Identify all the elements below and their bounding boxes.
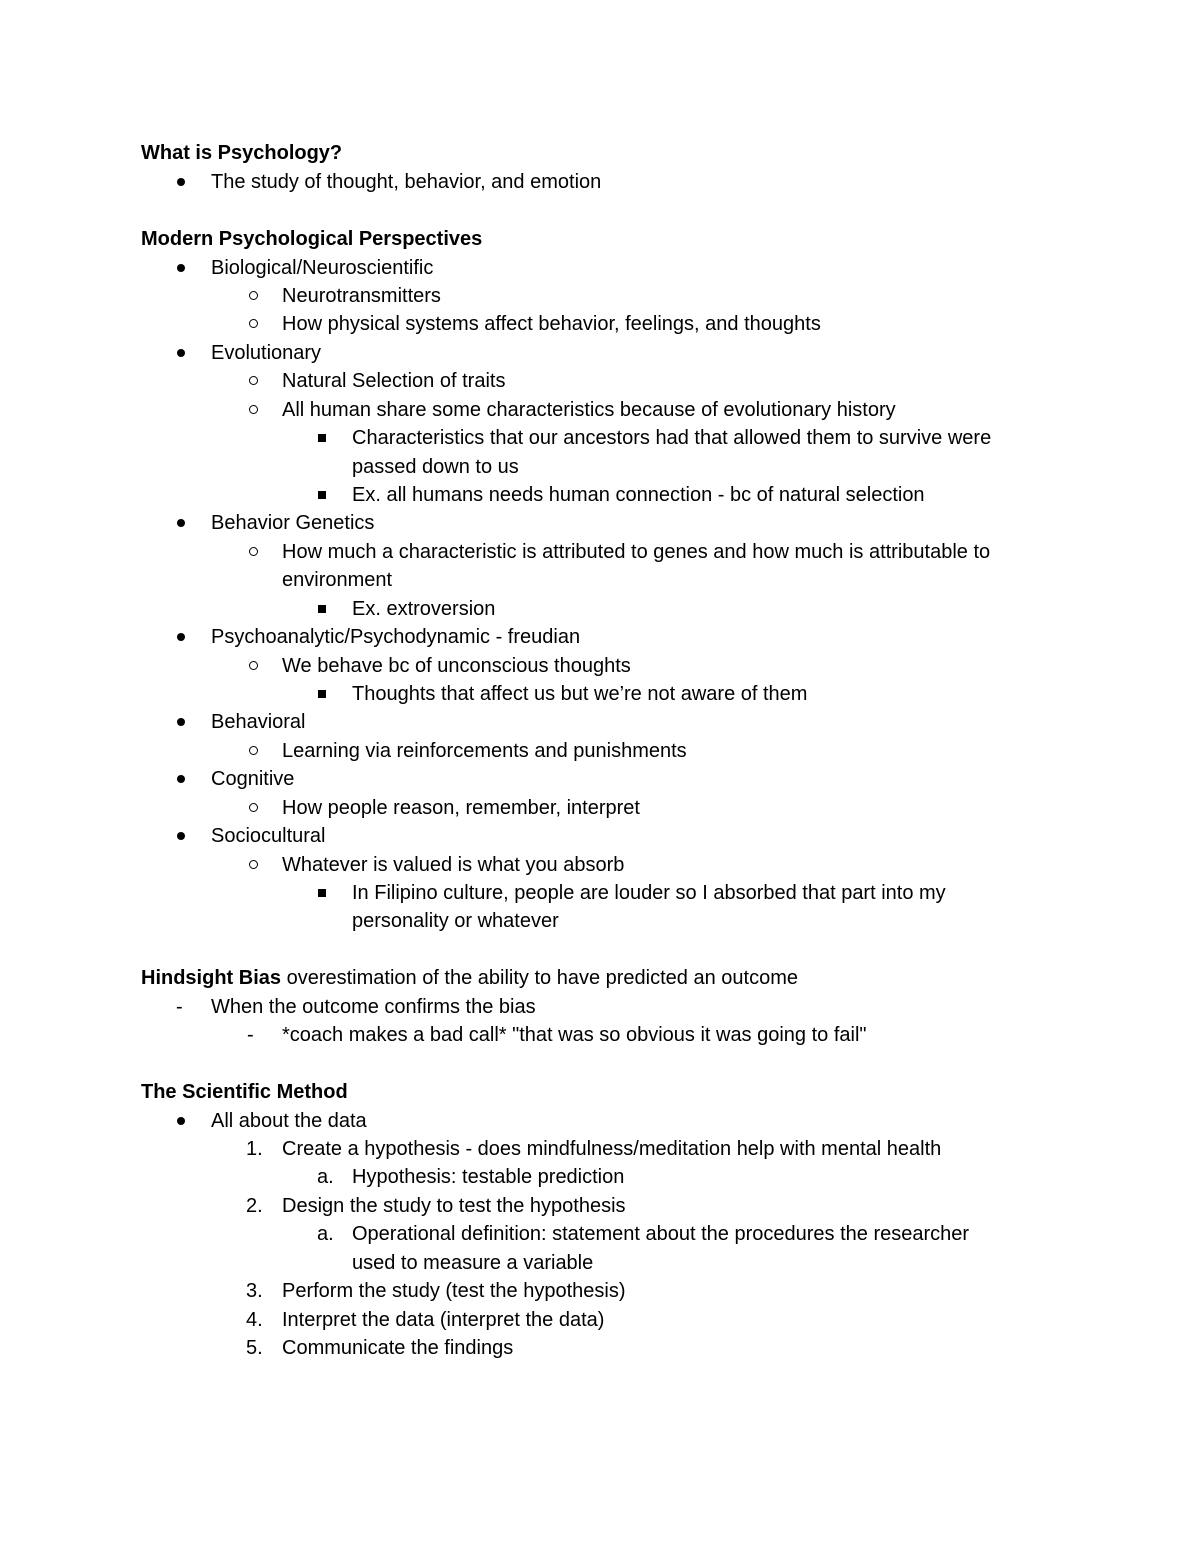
list-item-text: Natural Selection of traits bbox=[282, 370, 506, 392]
list-item-text: Behavioral bbox=[211, 711, 306, 733]
list-item bbox=[0, 595, 1200, 624]
bullet-circle-icon bbox=[249, 851, 258, 880]
list-item-continuation bbox=[0, 1249, 1200, 1278]
list-item-text: Ex. all humans needs human connection - bc of natural selection bbox=[352, 484, 925, 506]
list-item-text: Learning via reinforcements and punishments bbox=[282, 740, 687, 762]
list-item bbox=[0, 1021, 1200, 1050]
bullet-circle-icon bbox=[249, 282, 258, 311]
list-item bbox=[0, 652, 1200, 681]
list-item bbox=[0, 310, 1200, 339]
list-item-text: We behave bc of unconscious thoughts bbox=[282, 655, 631, 677]
bullet-square-icon bbox=[318, 595, 326, 624]
bullet-dot-icon bbox=[177, 168, 185, 197]
dash-marker: - bbox=[247, 1024, 254, 1046]
list-item-text: The study of thought, behavior, and emotion bbox=[211, 171, 602, 193]
list-item-text: Behavior Genetics bbox=[211, 512, 375, 534]
list-item-text: How physical systems affect behavior, feelings, and thoughts bbox=[282, 313, 821, 335]
bullet-square-icon bbox=[318, 481, 326, 510]
list-item-text: personality or whatever bbox=[352, 910, 559, 932]
bullet-dot-icon bbox=[177, 765, 185, 794]
list-item bbox=[0, 396, 1200, 425]
heading-scientific-method bbox=[0, 1078, 1200, 1107]
hindsight-bias-definition bbox=[0, 964, 1200, 993]
list-item-continuation bbox=[0, 453, 1200, 482]
list-item bbox=[0, 737, 1200, 766]
list-number: 1. bbox=[246, 1138, 263, 1160]
list-item-text: Whatever is valued is what you absorb bbox=[282, 854, 625, 876]
bullet-square-icon bbox=[318, 424, 326, 453]
list-item-text: All about the data bbox=[211, 1110, 367, 1132]
list-item-text: *coach makes a bad call* "that was so obvious it was going to fail" bbox=[282, 1024, 867, 1046]
list-item bbox=[0, 424, 1200, 453]
list-item-text: environment bbox=[282, 569, 393, 591]
heading-text: The Scientific Method bbox=[141, 1081, 348, 1103]
list-item bbox=[0, 509, 1200, 538]
bullet-circle-icon bbox=[249, 737, 258, 766]
list-item-text: When the outcome confirms the bias bbox=[211, 996, 536, 1018]
bullet-circle-icon bbox=[249, 652, 258, 681]
bullet-circle-icon bbox=[249, 310, 258, 339]
list-item bbox=[0, 1220, 1200, 1249]
list-item bbox=[0, 822, 1200, 851]
list-item bbox=[0, 339, 1200, 368]
heading-text: Modern Psychological Perspectives bbox=[141, 228, 483, 250]
list-item bbox=[0, 168, 1200, 197]
list-item-text: Neurotransmitters bbox=[282, 285, 441, 307]
list-item bbox=[0, 1135, 1200, 1164]
bullet-dot-icon bbox=[177, 623, 185, 652]
list-item bbox=[0, 538, 1200, 567]
list-item bbox=[0, 708, 1200, 737]
bullet-circle-icon bbox=[249, 396, 258, 425]
list-number: 5. bbox=[246, 1337, 263, 1359]
bullet-dot-icon bbox=[177, 509, 185, 538]
bullet-square-icon bbox=[318, 879, 326, 908]
bullet-square-icon bbox=[318, 680, 326, 709]
list-item-text: Create a hypothesis - does mindfulness/meditation help with mental health bbox=[282, 1138, 942, 1160]
bullet-circle-icon bbox=[249, 538, 258, 567]
list-item bbox=[0, 1334, 1200, 1363]
list-item bbox=[0, 1277, 1200, 1306]
list-letter: a. bbox=[317, 1166, 334, 1188]
list-number: 3. bbox=[246, 1280, 263, 1302]
list-item-text: used to measure a variable bbox=[352, 1252, 594, 1274]
bullet-dot-icon bbox=[177, 708, 185, 737]
list-number: 2. bbox=[246, 1195, 263, 1217]
list-item bbox=[0, 879, 1200, 908]
dash-marker: - bbox=[176, 996, 183, 1018]
list-item bbox=[0, 993, 1200, 1022]
heading-modern-perspectives bbox=[0, 225, 1200, 254]
list-item-text: In Filipino culture, people are louder so I absorbed that part into my bbox=[352, 882, 946, 904]
list-item-text: All human share some characteristics because of evolutionary history bbox=[282, 399, 896, 421]
list-item-text: Communicate the findings bbox=[282, 1337, 514, 1359]
list-item bbox=[0, 765, 1200, 794]
list-item-text: Interpret the data (interpret the data) bbox=[282, 1309, 605, 1331]
bullet-dot-icon bbox=[177, 822, 185, 851]
list-item-text: How people reason, remember, interpret bbox=[282, 797, 640, 819]
list-item bbox=[0, 1107, 1200, 1136]
list-item bbox=[0, 481, 1200, 510]
list-item-text: Hypothesis: testable prediction bbox=[352, 1166, 625, 1188]
list-item-text: Cognitive bbox=[211, 768, 295, 790]
list-item bbox=[0, 282, 1200, 311]
heading-what-is-psychology bbox=[0, 139, 1200, 168]
list-number: 4. bbox=[246, 1309, 263, 1331]
list-item bbox=[0, 851, 1200, 880]
bullet-dot-icon bbox=[177, 339, 185, 368]
list-item bbox=[0, 254, 1200, 283]
list-item-text: Perform the study (test the hypothesis) bbox=[282, 1280, 626, 1302]
list-item-text: Sociocultural bbox=[211, 825, 326, 847]
bullet-circle-icon bbox=[249, 794, 258, 823]
list-item-text: Ex. extroversion bbox=[352, 598, 496, 620]
bullet-circle-icon bbox=[249, 367, 258, 396]
list-item-text: Evolutionary bbox=[211, 342, 322, 364]
list-item-text: Design the study to test the hypothesis bbox=[282, 1195, 626, 1217]
list-item-text: Thoughts that affect us but we’re not aware of them bbox=[352, 683, 808, 705]
list-item bbox=[0, 1306, 1200, 1335]
bullet-dot-icon bbox=[177, 254, 185, 283]
list-item-text: passed down to us bbox=[352, 456, 519, 478]
list-item-text: Biological/Neuroscientific bbox=[211, 257, 434, 279]
list-item-text: Operational definition: statement about the procedures the researcher bbox=[352, 1223, 970, 1245]
term-text: Hindsight Bias bbox=[141, 967, 282, 989]
list-item bbox=[0, 680, 1200, 709]
list-item bbox=[0, 367, 1200, 396]
list-item-continuation bbox=[0, 907, 1200, 936]
list-item bbox=[0, 794, 1200, 823]
heading-text: What is Psychology? bbox=[141, 142, 343, 164]
list-item-continuation bbox=[0, 566, 1200, 595]
list-item-text: Psychoanalytic/Psychodynamic - freudian bbox=[211, 626, 581, 648]
list-item bbox=[0, 623, 1200, 652]
list-letter: a. bbox=[317, 1223, 334, 1245]
list-item-text: Characteristics that our ancestors had that allowed them to survive were bbox=[352, 427, 992, 449]
list-item bbox=[0, 1192, 1200, 1221]
bullet-dot-icon bbox=[177, 1107, 185, 1136]
list-item bbox=[0, 1163, 1200, 1192]
definition-text: overestimation of the ability to have predicted an outcome bbox=[281, 967, 798, 989]
list-item-text: How much a characteristic is attributed to genes and how much is attributable to bbox=[282, 541, 991, 563]
